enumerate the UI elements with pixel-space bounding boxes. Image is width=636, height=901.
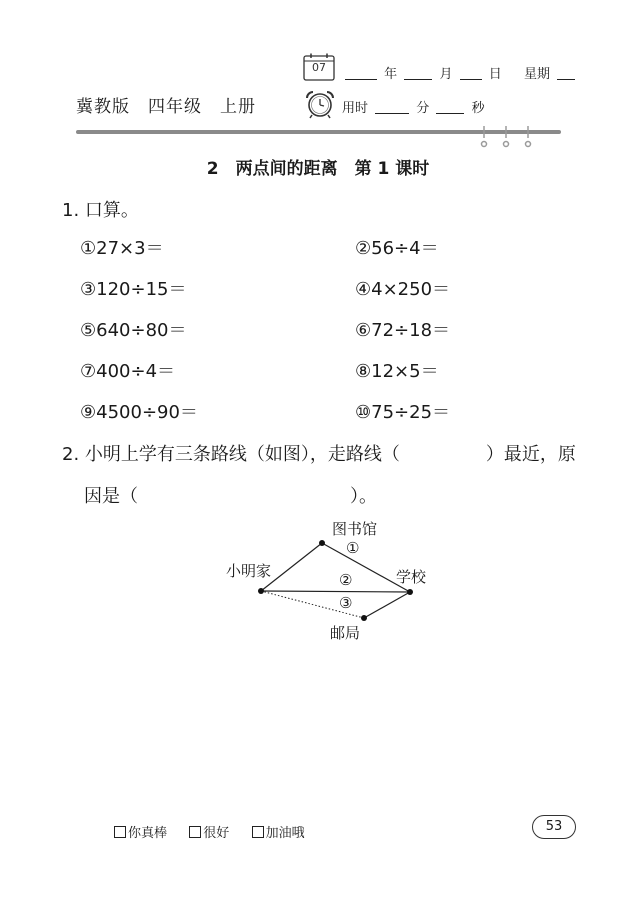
school-label: 学校 [396, 568, 427, 586]
seconds-blank[interactable] [436, 101, 464, 114]
route2-line [261, 591, 410, 592]
minutes-blank[interactable] [375, 101, 409, 114]
calc-item: ⑥72÷18＝ [355, 320, 451, 341]
time-used-label: 用时 [342, 101, 369, 116]
home-point [258, 588, 264, 594]
weekday-label: 星期 [524, 67, 551, 82]
self-rating [114, 822, 305, 841]
question2-text-a: 2. 小明上学有三条路线（如图），走路线（ [62, 444, 400, 465]
rating2-label: 很好 [203, 826, 230, 841]
library-label: 图书馆 [332, 520, 378, 538]
rating1-checkbox[interactable] [114, 826, 126, 838]
question2-text-b: ）最近，原 [485, 444, 576, 465]
rating2-checkbox[interactable] [189, 826, 201, 838]
school-point [407, 589, 413, 595]
calc-item: ④4×250＝ [355, 279, 451, 300]
rating3-label: 加油哦 [265, 826, 305, 841]
calc-item: ⑨4500÷90＝ [80, 402, 198, 423]
route3-label: ③ [339, 594, 353, 612]
calc-item: ⑩75÷25＝ [355, 402, 451, 423]
year-label: 年 [384, 67, 398, 82]
day-label: 日 [488, 67, 502, 82]
home-label: 小明家 [226, 562, 272, 580]
calc-item: ②56÷4＝ [355, 238, 439, 259]
route-diagram [224, 518, 444, 648]
minutes-label: 分 [416, 101, 430, 116]
route3-segment-b [364, 592, 410, 618]
weekday-blank[interactable] [557, 67, 575, 80]
calc-item: ⑦400÷4＝ [80, 361, 176, 382]
calc-item: ⑤640÷80＝ [80, 320, 187, 341]
alarm-clock-icon [303, 89, 337, 119]
question1-title: 1. 口算。 [62, 200, 139, 221]
year-blank[interactable] [345, 67, 377, 80]
calc-item: ③120÷15＝ [80, 279, 187, 300]
question2-line1 [62, 440, 576, 466]
month-label: 月 [439, 67, 453, 82]
date-line [342, 63, 578, 82]
time-used-line [342, 97, 485, 116]
month-blank[interactable] [404, 67, 432, 80]
seconds-label: 秒 [471, 101, 485, 116]
binder-rings-decoration [478, 124, 538, 154]
route2-label: ② [339, 571, 353, 589]
publisher-label: 冀教版 四年级 上册 [76, 97, 256, 117]
page-number: 53 [532, 815, 576, 839]
day-blank[interactable] [460, 67, 482, 80]
calc-item: ⑧12×5＝ [355, 361, 439, 382]
lesson-title: 2 两点间的距离 第 1 课时 [206, 159, 430, 179]
reason-prefix: 因是（ [84, 486, 138, 507]
route1-label: ① [346, 539, 360, 557]
calendar-number: 07 [312, 61, 326, 74]
calc-item: ①27×3＝ [80, 238, 164, 259]
post-office-label: 邮局 [330, 624, 361, 642]
rating1-label: 你真棒 [128, 826, 168, 841]
question2-line2 [84, 482, 377, 508]
post-office-point [361, 615, 367, 621]
library-point [319, 540, 325, 546]
reason-suffix: ）。 [350, 486, 377, 507]
rating3-checkbox[interactable] [252, 826, 264, 838]
